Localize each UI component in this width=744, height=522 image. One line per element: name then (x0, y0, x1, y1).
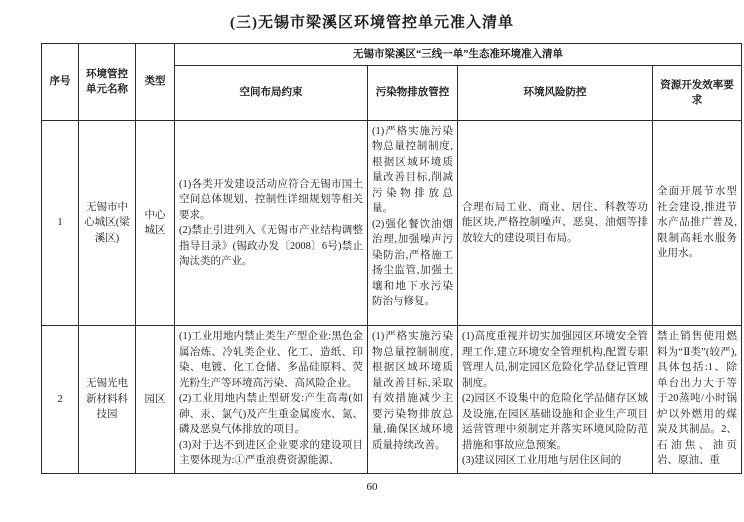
paragraph: (2)禁止引进列入《无锡市产业结构调整指导目录》(锡政办发〔2008〕6号)禁止淘汰类的产业。 (179, 225, 363, 267)
paragraph: 合理布局工业、商业、居住、科教等功能区块,严格控制噪声、恶臭、油烟等排放较大的建设项目布局。 (462, 201, 648, 244)
paragraph: 禁止销售使用燃料为“Ⅱ类”(较严),具体包括:1、除单台出力大于等于20蒸吨/小时锅炉以外燃用的煤炭及其制品。2、石油焦、油页岩、原油、重 (657, 331, 737, 466)
cell-risk (458, 326, 653, 474)
table-row (42, 326, 742, 474)
paragraph: 全面开展节水型社会建设,推进节水产品推广普及,限制高耗水服务业用水。 (657, 186, 737, 260)
cell-type: 中心城区 (136, 121, 175, 326)
col-header-unit-name: 环境管控单元名称 (79, 44, 136, 121)
access-list-table (41, 43, 742, 474)
paragraph: (3)建议园区工业用地与居住区间的 (462, 455, 622, 466)
cell-index: 2 (42, 326, 79, 474)
span-header: 无锡市梁溪区“三线一单”生态准环境准入清单 (175, 44, 742, 66)
cell-resource (653, 121, 742, 326)
col-header-spatial: 空间布局约束 (175, 66, 368, 121)
col-header-type: 类型 (136, 44, 175, 121)
paragraph: (1)工业用地内禁止类生产型企业:黑色金属冶炼、冷轧类企业、化工、造纸、印染、电镀、化工仓储、多晶硅原料、荧光粉生产等环境高污染、高风险企业。 (179, 331, 363, 389)
col-header-pollutant: 污染物排放管控 (368, 66, 458, 121)
cell-pollutant (368, 121, 458, 326)
page-number: 60 (366, 481, 378, 493)
cell-type: 园区 (136, 326, 175, 474)
col-header-resource: 资源开发效率要求 (653, 66, 742, 121)
paragraph: (1)各类开发建设活动应符合无锡市国土空间总体规划、控制性详细规划等相关要求。 (179, 178, 363, 221)
table-header-row-span (42, 44, 742, 66)
cell-unit-name: 无锡市中心城区(梁溪区) (79, 121, 136, 326)
paragraph: (1)严格实施污染物总量控制制度,根据区域环境质量改善目标,削减污染物排放总量。 (372, 125, 453, 214)
paragraph: (1)严格实施污染物总量控制制度,根据区域环境质量改善目标,采取有效措施减少主要污染物排放总量,确保区域环境质量持续改善。 (372, 331, 453, 451)
cell-spatial (175, 121, 368, 326)
cell-resource (653, 326, 742, 474)
cell-risk (458, 121, 653, 326)
paragraph: (3)对于达不到进区企业要求的建设项目主要体现为:①严重浪费资源能源、 (179, 439, 363, 466)
paragraph: (1)高度重视并切实加强园区环境安全管理工作,建立环境安全管理机构,配置专职管理人员,制定园区危险化学品登记管理制度。 (462, 331, 648, 389)
cell-spatial (175, 326, 368, 474)
paragraph: (2)园区不设集中的危险化学品储存区域及设施,在园区基础设施和企业生产项目运营管理中须制定并落实环境风险防范措施和事故应急预案。 (462, 393, 648, 451)
page-title: (三)无锡市梁溪区环境管控单元准入清单 (230, 15, 514, 31)
cell-index: 1 (42, 121, 79, 326)
cell-pollutant (368, 326, 458, 474)
table-row (42, 121, 742, 326)
paragraph: (2)强化餐饮油烟治理,加强噪声污染防治,严格施工扬尘监管,加强土壤和地下水污染防治与修复。 (372, 218, 453, 307)
col-header-index: 序号 (42, 44, 79, 121)
paragraph: (2)工业用地内禁止型研发:产生高毒(如砷、汞、氯气)及产生重金属废水、氮、磷及恶臭气体排放的项目。 (179, 393, 363, 435)
col-header-risk: 环境风险防控 (458, 66, 653, 121)
cell-unit-name: 无锡光电新材料科技园 (79, 326, 136, 474)
